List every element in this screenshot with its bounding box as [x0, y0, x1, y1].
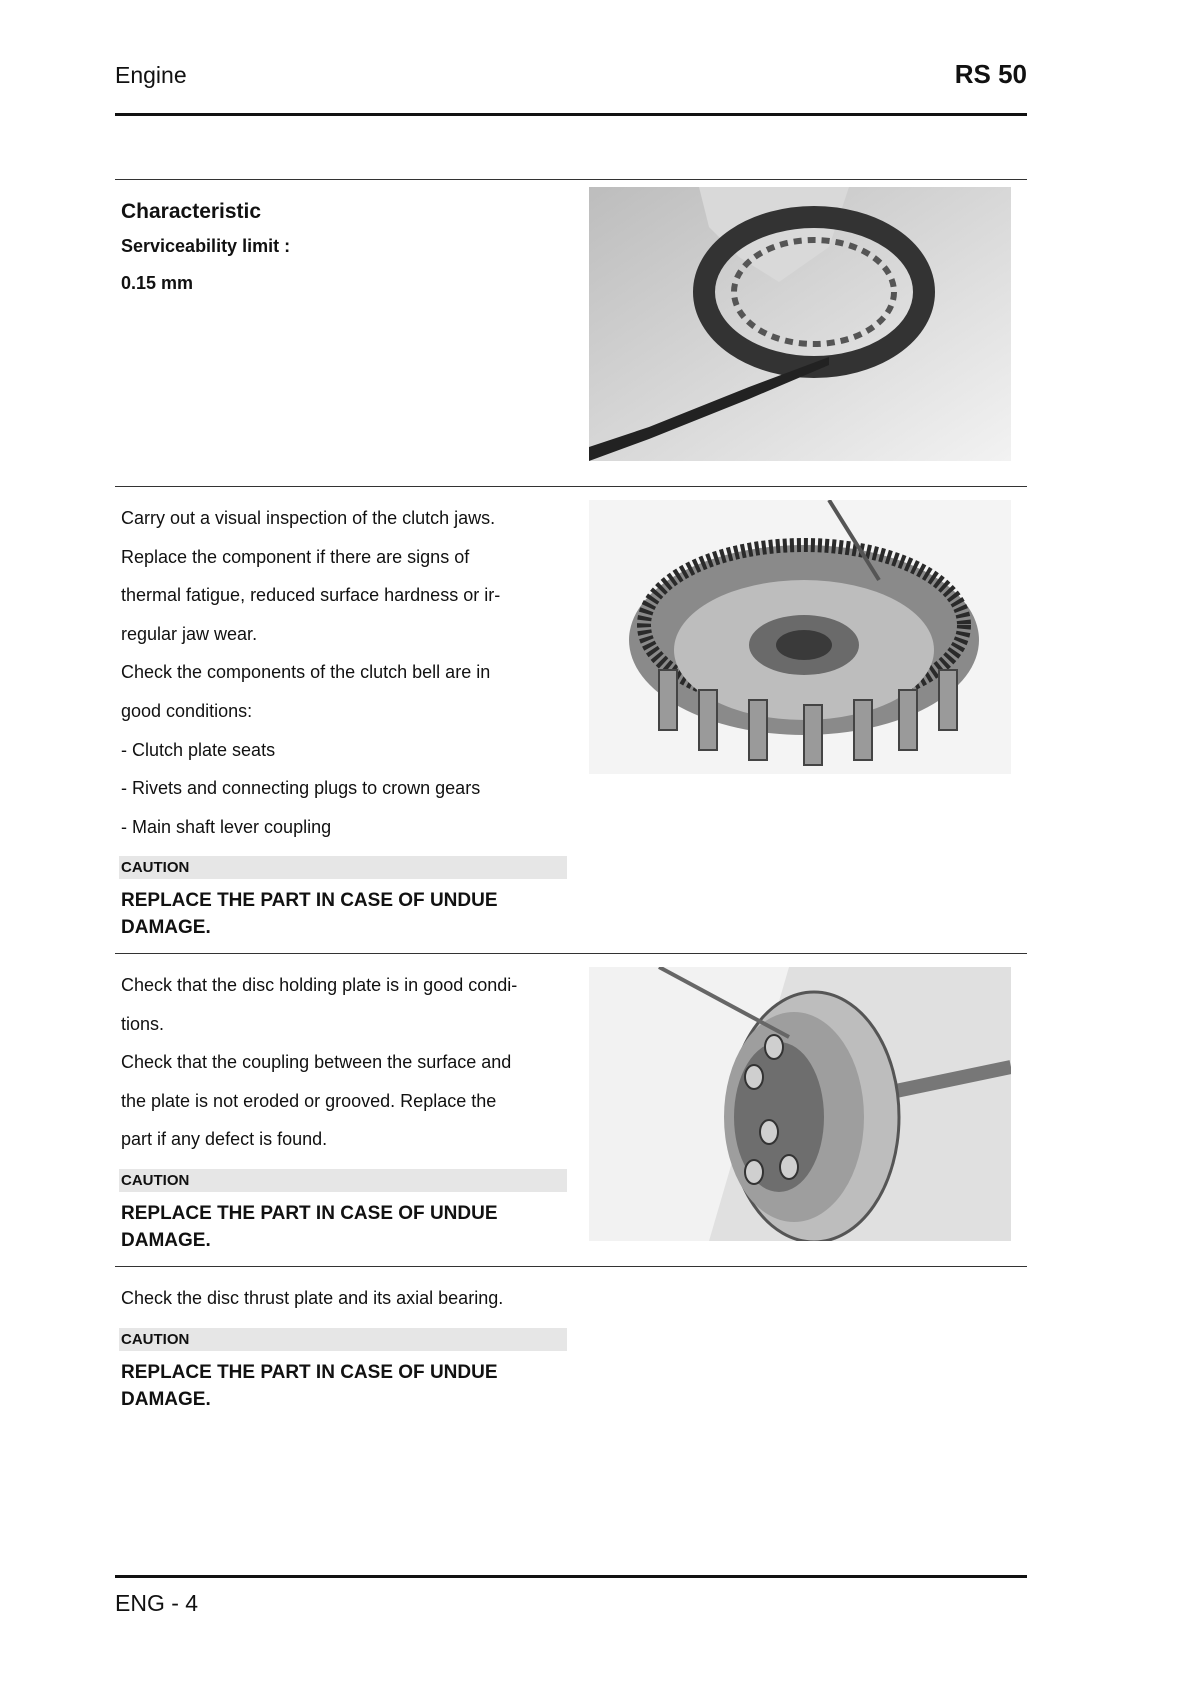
serviceability-label: Serviceability limit : [121, 236, 291, 256]
caution-label: CAUTION [119, 1328, 567, 1351]
characteristic-title: Characteristic [121, 200, 262, 223]
text-line: Carry out a visual inspection of the clutch jaws. [121, 508, 496, 528]
caution-label: CAUTION [119, 1169, 567, 1192]
text-line: Check the components of the clutch bell are in [121, 662, 491, 683]
text-line: Check the disc thrust plate and its axial bearing. [121, 1288, 504, 1308]
section-divider [115, 953, 1027, 954]
text-line: good conditions: [121, 700, 253, 721]
caution-label: CAUTION [119, 856, 567, 879]
disc-holding-plate-photo [589, 967, 1011, 1241]
thrust-plate-block [121, 1279, 567, 1413]
caution-text: REPLACE THE PART IN CASE OF UNDUE DAMAGE. [121, 890, 498, 939]
section-divider [115, 486, 1027, 487]
section-title: Engine [115, 62, 187, 88]
clutch-bell-block [121, 499, 567, 941]
text-line: Check that the disc holding plate is in good condi- [121, 975, 518, 995]
serviceability-value: 0.15 mm [121, 273, 194, 293]
disc-holding-plate-block [121, 966, 567, 1254]
footer-rule [115, 1575, 1027, 1578]
caution-text: REPLACE THE PART IN CASE OF UNDUE DAMAGE. [121, 1361, 498, 1410]
caution-text: REPLACE THE PART IN CASE OF UNDUE DAMAGE. [121, 1202, 498, 1251]
text-line: Check that the coupling between the surface and [121, 1052, 512, 1073]
model-title: RS 50 [954, 59, 1027, 89]
section-divider [115, 179, 1027, 180]
list-item: - Rivets and connecting plugs to crown gears [121, 778, 481, 799]
text-line: regular jaw wear. [121, 623, 258, 644]
text-line: part if any defect is found. [121, 1129, 328, 1150]
characteristic-block [121, 200, 567, 294]
section-divider [115, 1266, 1027, 1267]
clutch-bell-photo [589, 500, 1011, 774]
text-line: tions. [121, 1013, 165, 1034]
text-line: thermal fatigue, reduced surface hardness or ir- [121, 585, 501, 606]
list-item: - Main shaft lever coupling [121, 816, 332, 837]
page-number: ENG - 4 [115, 1590, 199, 1616]
clutch-disc-photo [589, 187, 1011, 461]
list-item: - Clutch plate seats [121, 739, 276, 760]
text-line: the plate is not eroded or grooved. Replace the [121, 1090, 497, 1111]
text-line: Replace the component if there are signs of [121, 546, 470, 567]
header-rule [115, 113, 1027, 116]
